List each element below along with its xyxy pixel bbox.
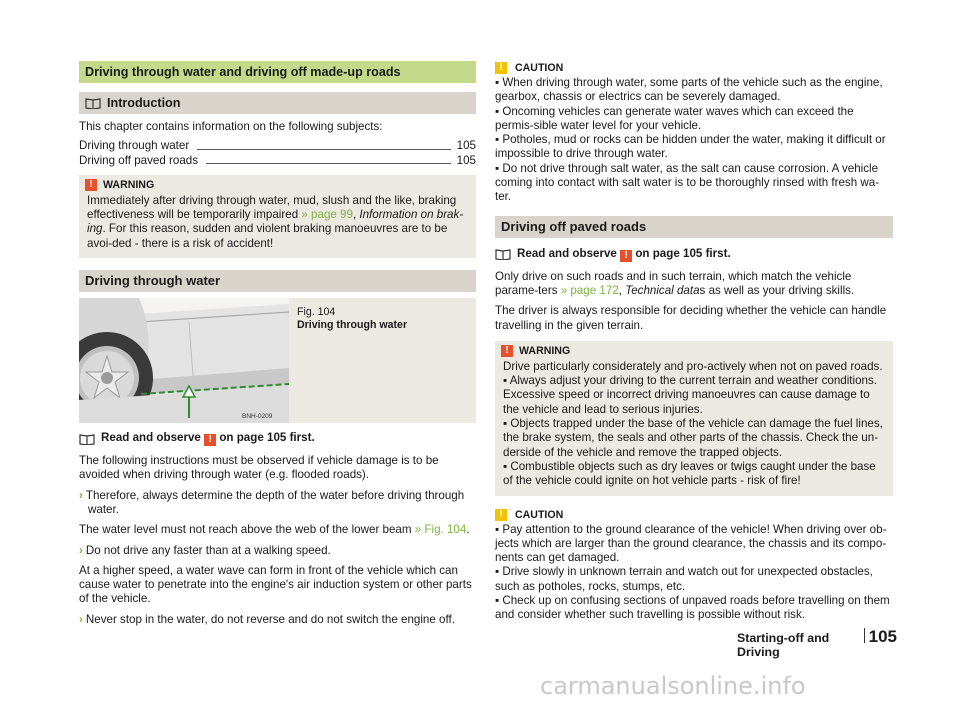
warning-box bbox=[495, 341, 893, 496]
warning-item: ▪ Combustible objects such as dry leaves or twigs caught under the base of the vehicle could ignite on hot vehicle parts - risk of fire! bbox=[503, 459, 876, 488]
read-observe bbox=[495, 247, 893, 262]
toc-page: 105 bbox=[456, 139, 476, 153]
caution-label: CAUTION bbox=[515, 62, 564, 74]
caution-item: ▪ Pay attention to the ground clearance of the vehicle! When driving over ob-jects which are larger than the ground clearance, the chassis and its compo-nents can get damaged. bbox=[495, 522, 887, 565]
caution-body bbox=[495, 523, 893, 623]
warning-head bbox=[495, 341, 893, 358]
warning-icon: ! bbox=[85, 179, 97, 191]
page-number: 105 bbox=[868, 627, 897, 646]
toc-label: Driving off paved roads bbox=[79, 153, 199, 167]
footer-section: Starting-off and Driving bbox=[737, 631, 830, 659]
bullet-item bbox=[79, 613, 476, 627]
warning-text-b: , bbox=[352, 208, 360, 222]
caution-item: ▪ When driving through water, some parts of the vehicle such as the engine, gearbox, chassis or electrics can be severely damaged. bbox=[495, 76, 883, 104]
caution-item: ▪ Potholes, mud or rocks can be hidden under the water, making it difficult or impossible to drive through water. bbox=[495, 133, 886, 161]
chapter-title: Driving through water and driving off made-up roads bbox=[79, 61, 476, 83]
warning-head bbox=[79, 175, 476, 192]
caution-head bbox=[495, 61, 893, 75]
read-observe-b: on page 105 first. bbox=[635, 246, 731, 260]
caution-body bbox=[495, 76, 893, 205]
para-text-b: , bbox=[618, 283, 626, 297]
bullet-item bbox=[79, 489, 476, 518]
toc-page: 105 bbox=[456, 153, 476, 167]
warning-item: ▪ Always adjust your driving to the current terrain and weather conditions. Excessive speed or incorrect driving manoeuvres can cause damage to the vehicle and lead to serious injuries. bbox=[503, 374, 878, 416]
arrow-icon: › bbox=[79, 612, 83, 626]
toc-label: Driving through water bbox=[79, 139, 190, 153]
bullet-item bbox=[79, 544, 476, 558]
caution-item: ▪ Oncoming vehicles can generate water waves which can exceed the permis-sible water level for your vehicle. bbox=[495, 104, 854, 132]
car-illustration bbox=[79, 298, 289, 423]
caution-label: CAUTION bbox=[515, 508, 564, 521]
caution-icon: ! bbox=[495, 62, 507, 74]
caution-item: ▪ Drive slowly in unknown terrain and watch out for unexpected obstacles, such as potholes, rocks, stumps, etc. bbox=[495, 565, 873, 593]
toc-leader bbox=[197, 149, 450, 150]
warning-icon: ! bbox=[204, 434, 216, 446]
read-observe-b: on page 105 first. bbox=[219, 431, 315, 445]
warning-icon: ! bbox=[501, 345, 513, 357]
toc-item[interactable] bbox=[79, 154, 476, 168]
watermark: carmanualsonline.info bbox=[540, 672, 806, 700]
book-icon bbox=[85, 97, 101, 109]
para-text-b: . bbox=[466, 523, 470, 537]
caution-item: ▪ Check up on confusing sections of unpaved roads before travelling on them and consider whether such travelling is possible without risk. bbox=[495, 594, 890, 622]
para-text-a: The water level must not reach above the web of the lower beam bbox=[79, 523, 415, 537]
intro-heading bbox=[79, 92, 476, 114]
warning-box bbox=[79, 175, 476, 258]
footer-divider bbox=[864, 628, 865, 643]
read-observe-text bbox=[101, 431, 315, 446]
toc-leader bbox=[206, 163, 451, 164]
warning-text-c: . For this reason, sudden and violent braking manoeuvres are to be avoi-ded - there is a risk of accident! bbox=[87, 222, 448, 250]
figure-image bbox=[79, 298, 289, 423]
caution-box bbox=[495, 61, 893, 75]
paragraph bbox=[79, 523, 476, 537]
page-link[interactable]: » page 172 bbox=[560, 283, 619, 297]
figure-code: BNH-0209 bbox=[242, 413, 273, 421]
para-italic: Technical data bbox=[625, 283, 700, 297]
caution-item: ▪ Do not drive through salt water, as the salt can cause corrosion. A vehicle coming into contact with salt water is to be thoroughly rinsed with fresh wa-ter. bbox=[495, 161, 880, 204]
page-link[interactable]: » page 99 bbox=[301, 208, 353, 222]
figure-caption: Driving through water bbox=[297, 319, 408, 332]
section-title: Driving off paved roads bbox=[495, 216, 893, 238]
read-observe bbox=[79, 431, 476, 446]
book-icon bbox=[79, 433, 95, 445]
left-column bbox=[79, 61, 476, 627]
bullet-text: Therefore, always determine the depth of the water before driving through water. bbox=[85, 488, 465, 516]
right-column bbox=[495, 61, 893, 623]
arrow-icon: › bbox=[79, 543, 83, 557]
figure-link[interactable]: » Fig. 104 bbox=[414, 523, 467, 537]
warning-text bbox=[87, 194, 468, 251]
paragraph: At a higher speed, a water wave can form in front of the vehicle which can cause water to penetrate into the engine's air induction system or other parts of the vehicle. bbox=[79, 563, 472, 606]
figure-caption-block bbox=[289, 298, 407, 423]
caution-icon: ! bbox=[495, 509, 507, 521]
warning-item: ▪ Objects trapped under the base of the vehicle can damage the fuel lines, the brake system, the seals and other parts of the chassis. Check the un-derside of the vehicle and remove the trapped objects. bbox=[503, 417, 883, 459]
toc-item[interactable] bbox=[79, 139, 476, 153]
bullet-text: Do not drive any faster than at a walking speed. bbox=[85, 543, 331, 557]
read-observe-a: Read and observe bbox=[101, 431, 201, 445]
figure-label: Fig. 104 bbox=[297, 306, 336, 319]
bullet-text: Never stop in the water, do not reverse and do not switch the engine off. bbox=[85, 612, 455, 626]
intro-title: Introduction bbox=[107, 96, 181, 110]
section-title: Driving through water bbox=[79, 270, 476, 292]
warning-icon: ! bbox=[620, 250, 632, 262]
arrow-icon: › bbox=[79, 488, 83, 502]
book-icon bbox=[495, 248, 511, 260]
page-footer bbox=[737, 627, 897, 659]
warning-label: WARNING bbox=[519, 344, 571, 357]
para-text-c: s as well as your driving skills. bbox=[699, 283, 855, 297]
warning-italic: Information on brak-ing bbox=[87, 208, 464, 236]
warning-text-a: Immediately after driving through water, mud, slush and the like, braking effectiveness will be temporarily impaired bbox=[87, 193, 457, 222]
intro-text: This chapter contains information on the following subjects: bbox=[79, 120, 383, 133]
paragraph bbox=[495, 270, 893, 299]
para-text-a: Only drive on such roads and in such terrain, which match the vehicle parame-ters bbox=[495, 269, 852, 297]
paragraph: The following instructions must be observed if vehicle damage is to be avoided when driving through water (e.g. flooded roads). bbox=[79, 454, 439, 482]
paragraph: The driver is always responsible for deciding whether the vehicle can handle travelling in the given terrain. bbox=[495, 304, 887, 332]
caution-head bbox=[495, 509, 893, 521]
warning-item: Drive particularly considerately and pro-actively when not on paved roads. bbox=[503, 359, 883, 373]
figure bbox=[79, 298, 476, 423]
read-observe-text bbox=[517, 247, 731, 262]
warning-label: WARNING bbox=[103, 178, 155, 191]
read-observe-a: Read and observe bbox=[517, 246, 617, 260]
